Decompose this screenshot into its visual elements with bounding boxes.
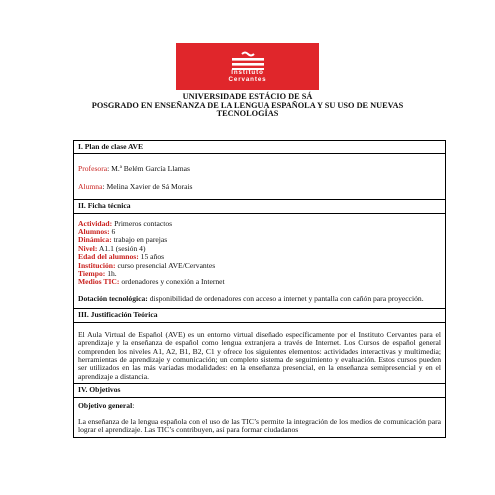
- section-title-ficha: II. Ficha técnica: [74, 200, 446, 213]
- ficha-item-value: 1h.: [105, 269, 117, 279]
- ficha-item: [78, 220, 441, 228]
- alumna-label: Alumna: [78, 181, 103, 191]
- ficha-item-label: Dinámica:: [78, 235, 112, 245]
- alumna-line: [78, 183, 441, 191]
- alumna-value: : Melina Xavier de Sá Morais: [102, 181, 193, 191]
- logo-text-top: Instituto: [231, 68, 264, 76]
- logo-text-bottom: Cervantes: [228, 75, 267, 83]
- ficha-item: [78, 278, 441, 286]
- cervantes-emblem-icon: [228, 50, 268, 70]
- ficha-item-label: Institución:: [78, 260, 116, 270]
- program-title-line1: POSGRADO EN ENSEÑANZA DE LA LENGUA ESPAÑOLA Y SU USO DE NUEVAS: [91, 100, 404, 110]
- ficha-item-label: Medios TIC:: [78, 277, 120, 287]
- ficha-item-label: Alumnos:: [78, 227, 110, 237]
- lesson-plan-table: [73, 140, 446, 438]
- document-heading: [0, 93, 495, 119]
- section-title-plan: I. Plan de clase AVE: [74, 141, 446, 154]
- ficha-item-value: A1.1 (sesión 4): [97, 243, 146, 253]
- section-justificacion-body: [74, 322, 446, 383]
- objetivo-general-colon: :: [132, 400, 135, 410]
- ficha-item-value: ordenadores y conexión a Internet: [119, 277, 225, 287]
- ficha-item-value: 6: [109, 227, 116, 237]
- objetivo-general-text: La enseñanza de la lengua española con el uso de las TIC’s permite la integración de los medios de comunicación para lograr el aprendizaje. Las TIC’s contribuyen, así para formar ciudadanos: [78, 416, 441, 435]
- section-title-objetivos: IV. Objetivos: [74, 384, 446, 397]
- dotacion-line: [78, 295, 441, 303]
- justificacion-text: El Aula Virtual de Español (AVE) es un entorno virtual diseñado específicamente por el Instituto Cervantes para el aprendizaje y la enseñanza de español como lengua extranjera a través de Internet. Los Cursos de español general comprenden los niveles A1, A2, B1, B2, C1 y ofrece los siguientes elementos: actividades interactivas y multimedia; herramientas de aprendizaje y comunicación; un completo sistema de seguimiento y evaluación. Estos cursos pueden ser utilizados en las más variadas modalidades: en la enseñanza presencial, en la enseñanza semipresencial y en el aprendizaje a distancia.: [78, 329, 441, 381]
- section-plan-body: [74, 154, 446, 200]
- ficha-item-label: Tiempo:: [78, 269, 106, 279]
- ficha-list: [78, 220, 441, 287]
- ficha-item-label: Edad del alumnos:: [78, 252, 139, 262]
- university-name: UNIVERSIDADE ESTÁCIO DE SÁ: [182, 92, 313, 101]
- section-ficha-body: [74, 213, 446, 309]
- section-title-justificacion: III. Justificación Teórica: [74, 309, 446, 322]
- ficha-item-value: curso presencial AVE/Cervantes: [115, 260, 216, 270]
- objetivo-general-heading: [78, 402, 441, 410]
- dotacion-value: disponibilidad de ordenadores con acceso a internet y pantalla con cañón para proyección.: [147, 293, 424, 303]
- ficha-item-value: trabajo en parejas: [111, 235, 168, 245]
- ficha-item: [78, 262, 441, 270]
- objetivo-general-label: Objetivo general: [78, 400, 133, 410]
- profesora-label: Profesora: [78, 164, 108, 174]
- ficha-item-value: 15 años: [138, 252, 165, 262]
- section-objetivos-body: [74, 397, 446, 437]
- ficha-item-label: Nivel:: [78, 243, 98, 253]
- program-title-line2: TECNOLOGÍAS: [216, 109, 279, 119]
- instituto-cervantes-logo: [176, 43, 319, 90]
- ficha-item-value: Primeros contactos: [112, 218, 173, 228]
- profesora-value: : M.ª Belém García Llamas: [107, 164, 190, 174]
- dotacion-label: Dotación tecnológica:: [78, 293, 148, 303]
- ficha-item-label: Actividad:: [78, 218, 113, 228]
- profesora-line: [78, 165, 441, 173]
